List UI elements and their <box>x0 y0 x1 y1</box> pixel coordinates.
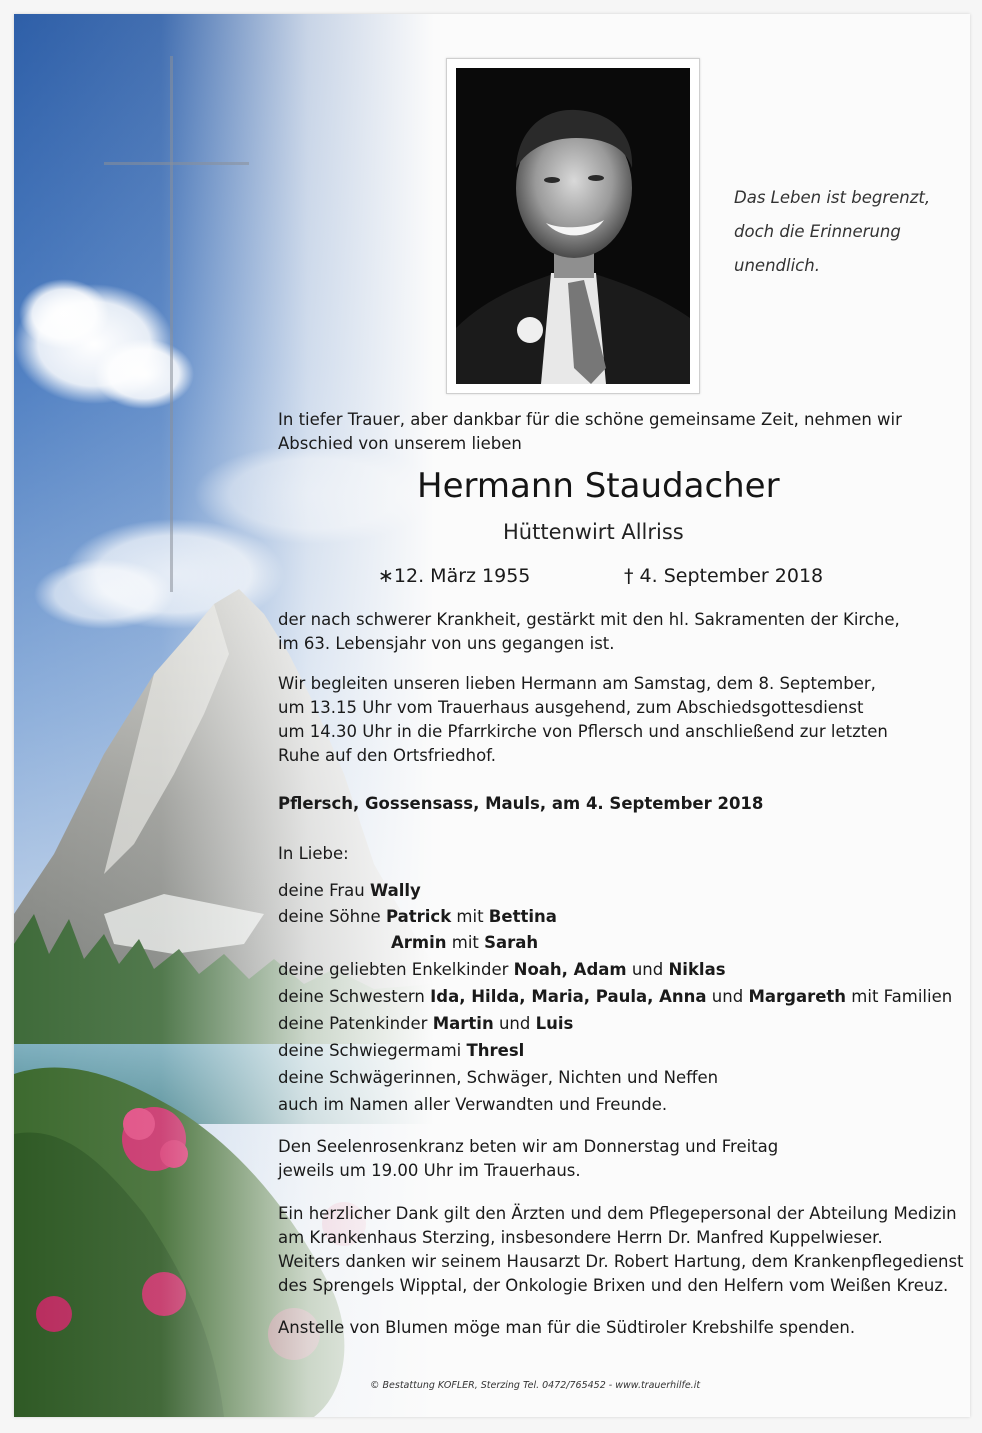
obituary-card <box>14 14 970 1417</box>
rosary-line-2: jeweils um 19.00 Uhr im Trauerhaus. <box>278 1161 581 1180</box>
family-son1-name: Patrick <box>385 907 452 926</box>
rosary-line-1: Den Seelenrosenkranz beten wir am Donnerstag und Freitag <box>278 1137 779 1156</box>
funeral-line-3: um 14.30 Uhr in die Pfarrkirche von Pflersch und anschließend zur letzten <box>278 722 888 741</box>
family-wife-label: deine Frau <box>278 881 370 900</box>
family-sisters <box>278 987 952 1007</box>
family-godchildren <box>278 1014 573 1034</box>
family-son1-partner: Bettina <box>488 907 557 926</box>
family-sister-last: Margareth <box>748 987 847 1006</box>
quote-line-2: doch die Erinnerung <box>734 222 901 241</box>
family-grandchildren-and: und <box>626 960 669 979</box>
family-grandchild-last: Niklas <box>668 960 726 979</box>
family-son2-partner: Sarah <box>484 933 539 952</box>
portrait-frame <box>446 58 700 394</box>
family-son-1 <box>278 907 557 927</box>
funeral-home-footer: © Bestattung KOFLER, Sterzing Tel. 0472/765452 - www.trauerhilfe.it <box>370 1380 701 1391</box>
intro-line-2: Abschied von unserem lieben <box>278 434 522 453</box>
family-wife-name: Wally <box>369 881 421 900</box>
family-sisters-names: Ida, Hilda, Maria, Paula, Anna <box>430 987 707 1006</box>
family-godchild1-name: Martin <box>432 1014 494 1033</box>
family-mother-in-law-label: deine Schwiegermami <box>278 1041 467 1060</box>
deceased-name: Hermann Staudacher <box>417 466 780 506</box>
family-godchild2-name: Luis <box>535 1014 574 1033</box>
birth-star-icon: ∗ <box>378 565 394 587</box>
birth-date-text: 12. März 1955 <box>393 565 531 587</box>
family-godchildren-and: und <box>493 1014 536 1033</box>
family-grandchildren <box>278 960 726 980</box>
thanks-line-2: am Krankenhaus Sterzing, insbesondere Herrn Dr. Manfred Kuppelwieser. <box>278 1228 883 1247</box>
family-relatives: auch im Namen aller Verwandten und Freunde. <box>278 1095 668 1114</box>
place-date: Pflersch, Gossensass, Mauls, am 4. September 2018 <box>278 794 764 813</box>
family-son1-with: mit <box>451 907 489 926</box>
family-sisters-label: deine Schwestern <box>278 987 431 1006</box>
family-mother-in-law <box>278 1041 524 1061</box>
thanks-line-3: Weiters danken wir seinem Hausarzt Dr. Robert Hartung, dem Krankenpflegedienst <box>278 1252 964 1271</box>
family-sisters-post: mit Familien <box>846 987 953 1006</box>
death-date: † 4. September 2018 <box>624 565 824 587</box>
birth-date <box>378 564 530 588</box>
passing-line-1: der nach schwerer Krankheit, gestärkt mit den hl. Sakramenten der Kirche, <box>278 610 900 629</box>
funeral-line-4: Ruhe auf den Ortsfriedhof. <box>278 746 497 765</box>
family-son-2 <box>391 933 538 953</box>
family-wife <box>278 881 421 901</box>
quote-line-1: Das Leben ist begrenzt, <box>734 188 931 207</box>
family-son2-name: Armin <box>391 933 447 952</box>
family-sons-label: deine Söhne <box>278 907 386 926</box>
in-love-label: In Liebe: <box>278 844 349 863</box>
donation-note: Anstelle von Blumen möge man für die Südtiroler Krebshilfe spenden. <box>278 1318 856 1337</box>
deceased-title: Hüttenwirt Allriss <box>503 520 684 544</box>
passing-line-2: im 63. Lebensjahr von uns gegangen ist. <box>278 634 615 653</box>
family-godchildren-label: deine Patenkinder <box>278 1014 433 1033</box>
family-son2-with: mit <box>446 933 485 952</box>
funeral-line-1: Wir begleiten unseren lieben Hermann am Samstag, dem 8. September, <box>278 674 876 693</box>
family-in-laws: deine Schwägerinnen, Schwäger, Nichten und Neffen <box>278 1068 719 1087</box>
intro-line-1: In tiefer Trauer, aber dankbar für die schöne gemeinsame Zeit, nehmen wir <box>278 410 902 429</box>
thanks-line-1: Ein herzlicher Dank gilt den Ärzten und dem Pflegepersonal der Abteilung Medizin <box>278 1204 957 1223</box>
family-mother-in-law-name: Thresl <box>466 1041 525 1060</box>
family-grandchildren-names: Noah, Adam <box>513 960 627 979</box>
quote-line-3: unendlich. <box>734 256 820 275</box>
family-sisters-and: und <box>706 987 749 1006</box>
family-grandchildren-label: deine geliebten Enkelkinder <box>278 960 514 979</box>
cross-icon <box>14 14 274 614</box>
thanks-line-4: des Sprengels Wipptal, der Onkologie Brixen und den Helfern vom Weißen Kreuz. <box>278 1276 949 1295</box>
funeral-line-2: um 13.15 Uhr vom Trauerhaus ausgehend, zum Abschiedsgottesdienst <box>278 698 864 717</box>
portrait-photo <box>456 68 690 384</box>
